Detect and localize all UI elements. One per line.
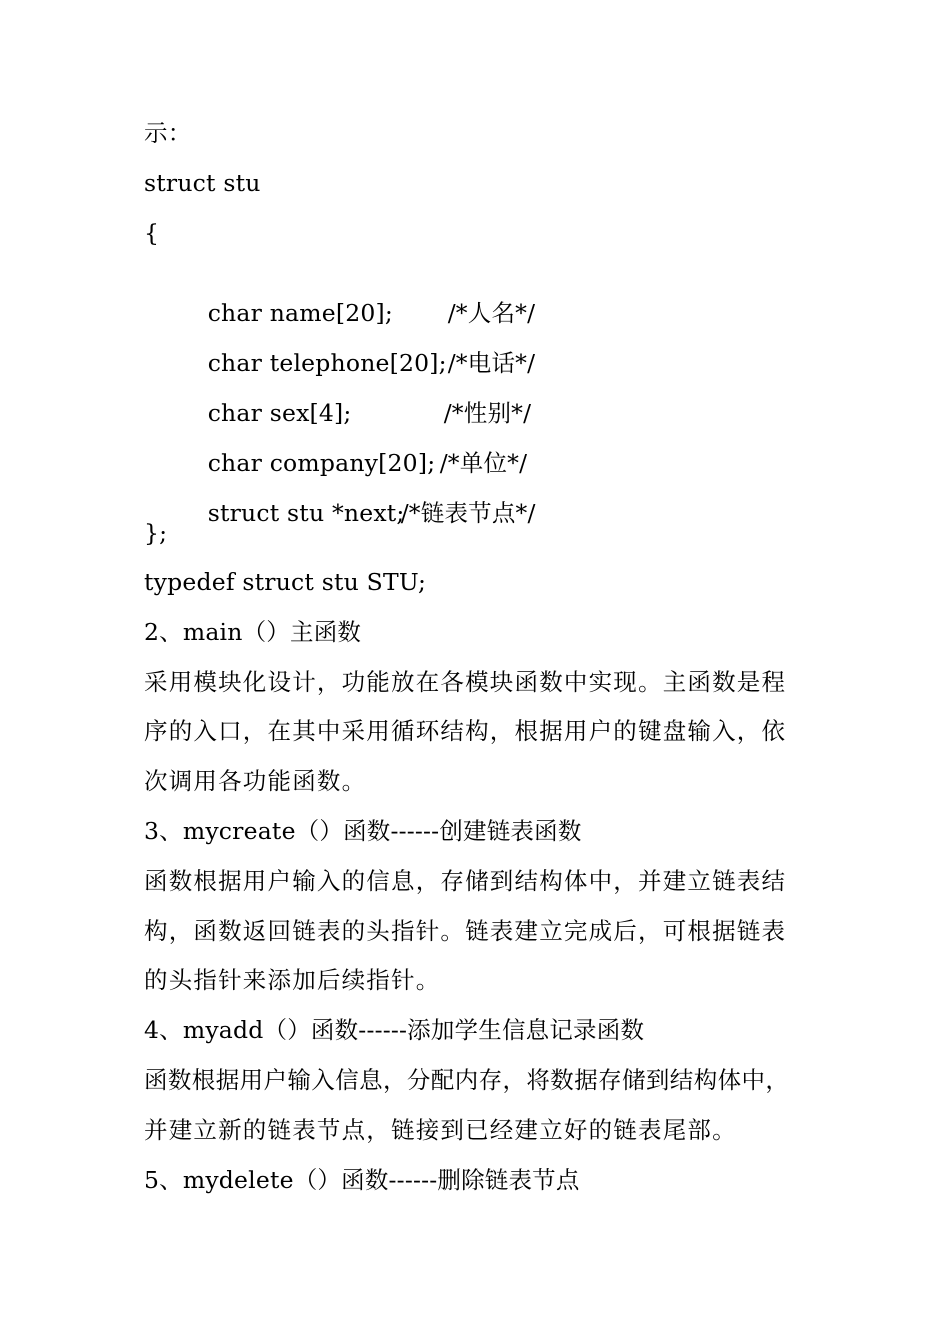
paragraph-line: 序的入口，在其中采用循环结构，根据用户的键盘输入，依 [144,717,787,745]
code-statement: char telephone[20]; [207,349,447,377]
code-comment: /*电话*/ [447,349,536,377]
code-statement: struct stu *next; [207,499,405,527]
code-comment: /*性别*/ [443,399,532,427]
code-comment: /*单位*/ [439,449,528,477]
code-comment: /*人名*/ [447,299,536,327]
paragraph-line: 函数根据用户输入的信息，存储到结构体中，并建立链表结 [144,867,787,895]
paragraph-line: 函数根据用户输入信息，分配内存，将数据存储到结构体中， [144,1066,790,1094]
section-heading: 5、mydelete（）函数------删除链表节点 [144,1166,580,1194]
code-line: struct stu [144,169,261,197]
section-heading: 3、mycreate（）函数------创建链表函数 [144,817,582,845]
section-heading: 4、myadd（）函数------添加学生信息记录函数 [144,1016,645,1044]
text-line: 示： [144,119,192,147]
code-line: typedef struct stu STU; [144,568,427,596]
paragraph-line: 采用模块化设计，功能放在各模块函数中实现。主函数是程 [144,668,787,696]
code-statement: char name[20]; [207,299,393,327]
code-line [177,468,536,558]
paragraph-line: 的头指针来添加后续指针。 [144,966,441,994]
paragraph-line: 并建立新的链表节点，链接到已经建立好的链表尾部。 [144,1116,737,1144]
code-statement: char sex[4]; [207,399,352,427]
paragraph-line: 次调用各功能函数。 [144,767,367,795]
code-comment: /*链表节点*/ [400,499,536,527]
code-line: }; [144,519,168,547]
paragraph-line: 构，函数返回链表的头指针。链表建立完成后，可根据链表 [144,917,787,945]
section-heading: 2、main（）主函数 [144,618,362,646]
code-statement: char company[20]; [207,449,436,477]
code-line: { [144,219,160,247]
